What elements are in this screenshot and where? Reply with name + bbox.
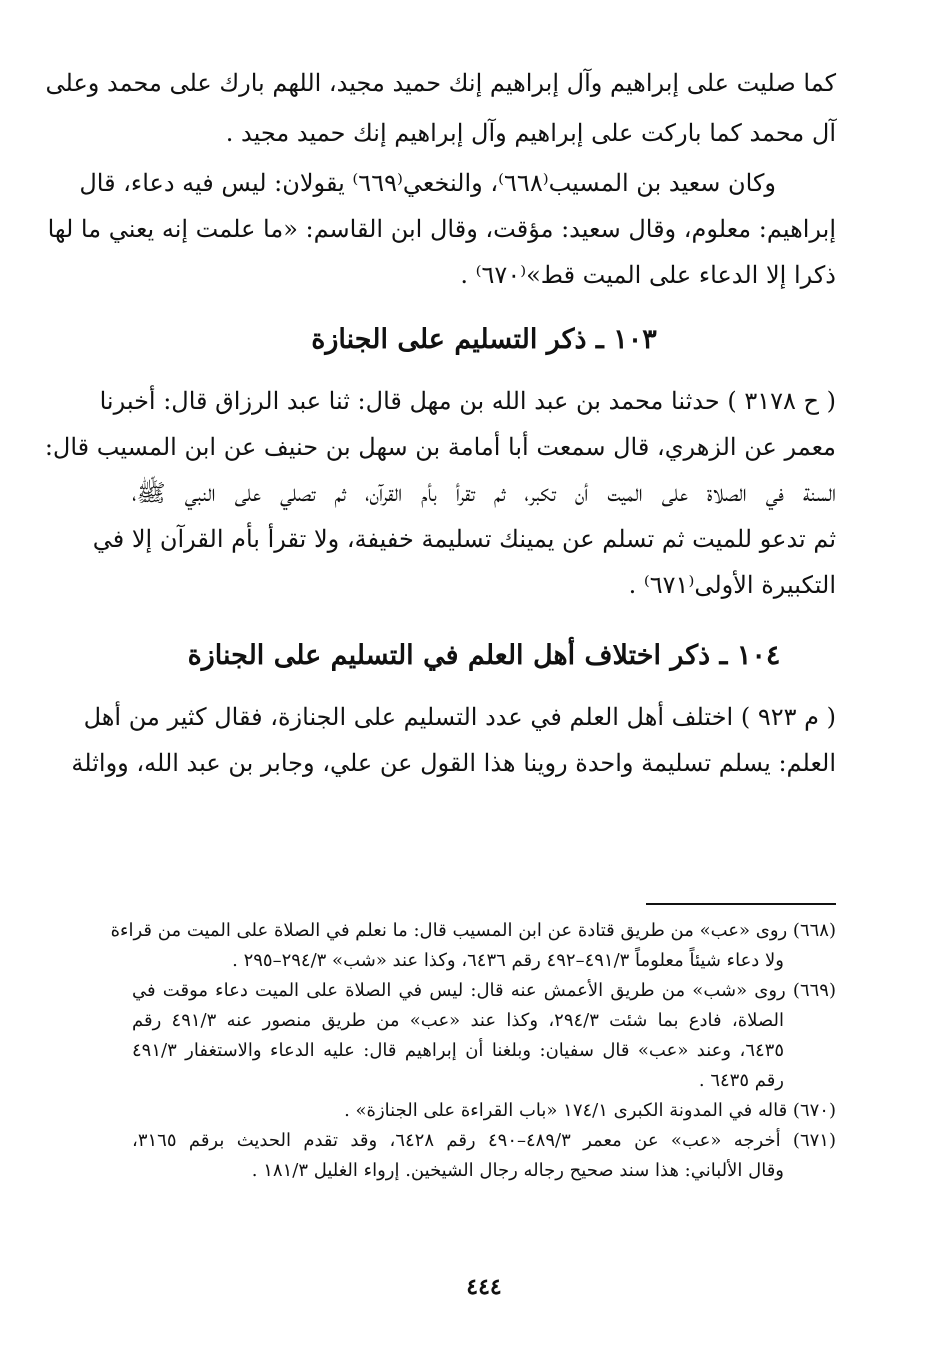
footnote-line: (٦٦٨) روى «عب» من طريق قتادة عن ابن المسيب قال: ما نعلم في الصلاة على الميت من قراءة [110, 920, 836, 941]
page-number: ٤٤٤ [466, 1274, 502, 1300]
text-line: كما صليت على إبراهيم وآل إبراهيم إنك حميد مجيد، اللهم بارك على محمد وعلى [45, 69, 836, 97]
hadith-paragraph [44, 386, 836, 600]
footnote-line: ولا دعاء شيئاً معلوماً ٤٩١/٣–٤٩٢ رقم ٦٤٣٦، وكذا عند «شب» ٢٩٤/٣–٢٩٥ . [232, 950, 784, 971]
section-heading-104: ١٠٤ ـ ذكر اختلاف أهل العلم في التسليم على الجنازة [187, 640, 781, 671]
footnote-line: ٦٤٣٥، وعند «عب» قال سفيان: وبلغنا أن إبراهيم قال: عليه الدعاء والاستغفار ٤٩١/٣ [132, 1040, 784, 1061]
footnotes [110, 920, 836, 1190]
book-page [44, 68, 836, 1300]
text-line: ثم تدعو للميت ثم تسلم عن يمينك تسليمة خفيفة، ولا تقرأ بأم القرآن إلا في [92, 525, 836, 553]
text-line: العلم: يسلم تسليمة واحدة روينا هذا القول عن علي، وجابر بن عبد الله، وواثلة [71, 749, 836, 777]
footnote-line: وقال الألباني: هذا سند صحيح رجاله رجال الشيخين. إرواء الغليل ١٨١/٣ . [251, 1160, 784, 1181]
text-line: إبراهيم: معلوم، وقال سعيد: مؤقت، وقال ابن القاسم: «ما علمت إنه يعني ما لها [47, 215, 836, 243]
footnote-divider [646, 903, 836, 905]
footnote-670 [132, 1100, 836, 1122]
opinions-paragraph [47, 168, 836, 290]
footnote-line: رقم ٦٤٣٥ . [698, 1070, 784, 1091]
text-line: وكان سعيد بن المسيب⁽٦٦٨⁾، والنخعي⁽٦٦٩⁾ يقولان: ليس فيه دعاء، قال [79, 169, 776, 197]
footnote-line: (٦٦٩) روى «شب» من طريق الأعمش عنه قال: ليس في الصلاة على الميت دعاء موقت في [132, 980, 836, 1001]
footnote-line: (٦٧٠) قاله في المدونة الكبرى ١٧٤/١ «باب القراءة على الجنازة» . [344, 1100, 836, 1121]
footnote-668 [110, 920, 836, 972]
text-line: آل محمد كما باركت على إبراهيم وآل إبراهيم إنك حميد مجيد . [225, 119, 836, 147]
text-line: ( ح ٣١٧٨ ) حدثنا محمد بن عبد الله بن مهل قال: ثنا عبد الرزاق قال: أخبرنا [99, 387, 836, 415]
footnote-line: الصلاة، فادع بما شئت ٢٩٤/٣، وكذا عند «عب» من طريق منصور عنه ٤٩١/٣ رقم [132, 1010, 784, 1031]
footnote-line: (٦٧١) أخرجه «عب» عن معمر ٤٨٩/٣–٤٩٠ رقم ٦٤٢٨، وقد تقدم الحديث برقم ٣١٦٥، [132, 1130, 836, 1151]
text-line: ( م ٩٢٣ ) اختلف أهل العلم في عدد التسليم على الجنازة، فقال كثير من أهل [83, 703, 836, 731]
text-line: التكبيرة الأولى⁽٦٧١⁾ . [628, 571, 836, 599]
text-line: ذكرا إلا الدعاء على الميت قط»⁽٦٧٠⁾ . [460, 261, 836, 289]
text-line: معمر عن الزهري، قال سمعت أبا أمامة بن سهل بن حنيف عن ابن المسيب قال: [44, 433, 836, 461]
text-line: السنة في الصلاة على الميت أن تكبر، ثم تقرأ بأم القرآن، ثم تصلي على النبي ﷺ، [132, 479, 836, 507]
footnote-669 [132, 980, 836, 1092]
footnote-671 [132, 1130, 836, 1182]
intro-paragraph [45, 68, 836, 148]
scholars-paragraph [71, 702, 836, 778]
section-heading-103: ١٠٣ ـ ذكر التسليم على الجنازة [311, 324, 657, 355]
